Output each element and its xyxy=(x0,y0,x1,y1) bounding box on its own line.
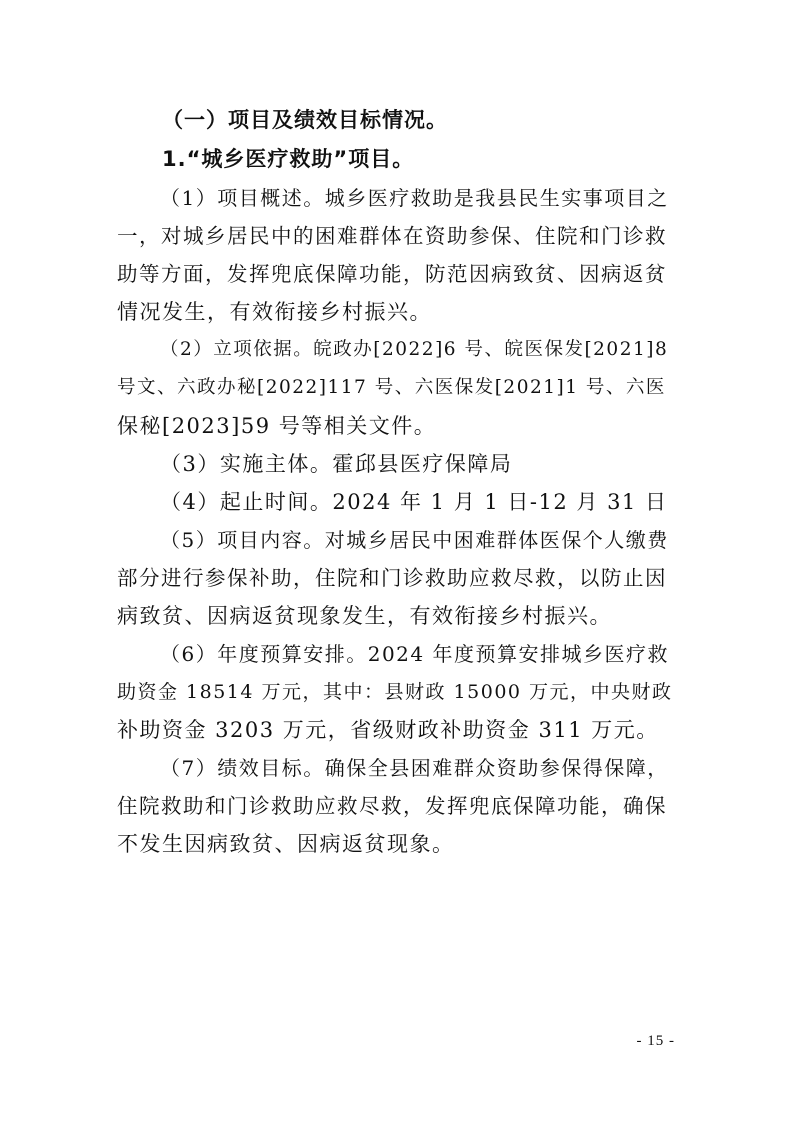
page-number: - 15 - xyxy=(636,1033,675,1049)
text-line: 保秘[2023]59 号等相关文件。 xyxy=(117,414,437,438)
text-line: 一，对城乡居民中的困难群体在资助参保、住院和门诊救 xyxy=(117,224,667,248)
text-line: （3）实施主体。霍邱县医疗保障局 xyxy=(160,452,513,476)
text-line: 住院救助和门诊救助应救尽救，发挥兜底保障功能，确保 xyxy=(117,794,667,818)
text-line: 不发生因病致贫、因病返贫现象。 xyxy=(117,832,455,856)
text-line: 助资金 18514 万元，其中：县财政 15000 万元，中央财政 xyxy=(117,681,673,703)
text-line: 病致贫、因病返贫现象发生，有效衔接乡村振兴。 xyxy=(117,604,612,628)
text-line: （6）年度预算安排。2024 年度预算安排城乡医疗救 xyxy=(160,642,669,666)
text-line: 号文、六政办秘[2022]117 号、六医保发[2021]1 号、六医 xyxy=(117,377,666,398)
text-line: 部分进行参保补助，住院和门诊救助应救尽救，以防止因 xyxy=(117,566,667,590)
text-line: （7）绩效目标。确保全县困难群众资助参保得保障， xyxy=(160,756,669,780)
text-line: （1）项目概述。城乡医疗救助是我县民生实事项目之 xyxy=(160,186,669,210)
section-heading: （一）项目及绩效目标情况。 xyxy=(162,108,448,132)
text-line: （2）立项依据。皖政办[2022]6 号、皖医保发[2021]8 xyxy=(160,339,669,360)
project-heading: 1.“城乡医疗救助”项目。 xyxy=(162,147,415,171)
text-line: 助等方面，发挥兜底保障功能，防范因病致贫、因病返贫 xyxy=(117,262,667,286)
text-line: 情况发生，有效衔接乡村振兴。 xyxy=(117,300,432,324)
text-line: （4）起止时间。2024 年 1 月 1 日-12 月 31 日 xyxy=(160,490,668,514)
text-line: 补助资金 3203 万元，省级财政补助资金 311 万元。 xyxy=(117,718,659,742)
text-line: （5）项目内容。对城乡居民中困难群体医保个人缴费 xyxy=(160,528,669,552)
